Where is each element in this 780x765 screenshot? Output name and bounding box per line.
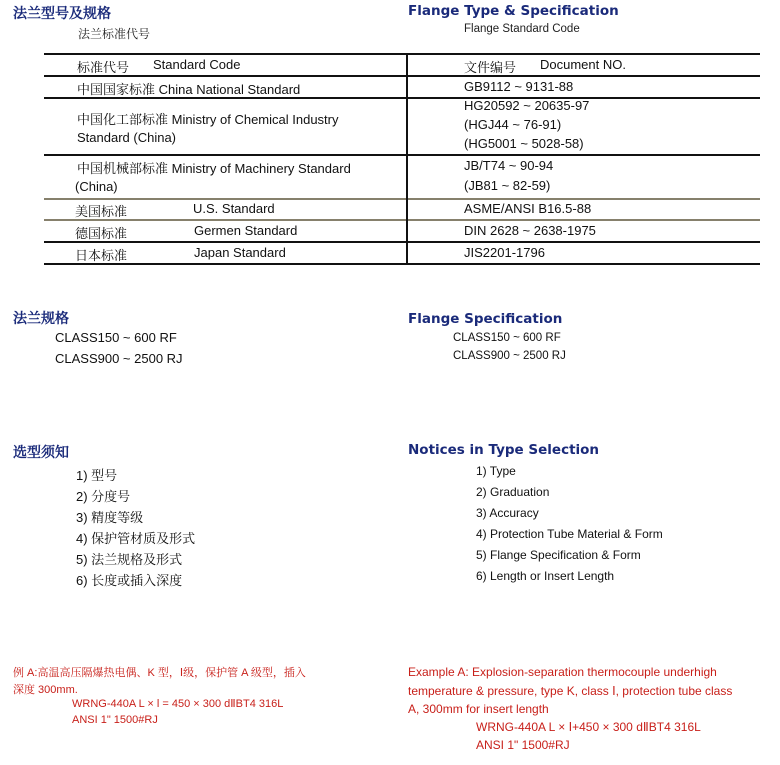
header-doc-cn: 文件编号 <box>464 60 517 75</box>
title-cn: 法兰型号及规格 <box>13 6 111 22</box>
document-number: (JB81 ~ 82-59) <box>464 178 551 193</box>
notice-item-cn: 6) 长度或插入深度 <box>76 573 183 588</box>
table-divider <box>44 75 760 77</box>
document-number: JIS2201-1796 <box>464 245 545 260</box>
document-number: ASME/ANSI B16.5-88 <box>464 201 592 216</box>
flange-spec-title-cn: 法兰规格 <box>13 311 69 327</box>
document-number: (HG5001 ~ 5028-58) <box>464 136 584 151</box>
subtitle-en: Flange Standard Code <box>464 23 580 35</box>
standard-name: 中国国家标准 China National Standard <box>77 82 301 97</box>
notice-item-cn: 5) 法兰规格及形式 <box>76 552 183 567</box>
example-cn-code: ANSI 1" 1500#RJ <box>72 714 158 726</box>
document-number: DIN 2628 ~ 2638-1975 <box>464 223 596 238</box>
document-number: (HGJ44 ~ 76-91) <box>464 117 562 132</box>
flange-spec-item: CLASS150 ~ 600 RF <box>453 332 561 344</box>
table-divider <box>44 198 760 200</box>
notice-item-cn: 1) 型号 <box>76 468 118 483</box>
subtitle-cn: 法兰标准代号 <box>78 27 151 41</box>
notice-item-en: 2) Graduation <box>476 485 550 499</box>
title-en: Flange Type & Specification <box>408 3 619 19</box>
example-en-code: WRNG-440A L × Ⅰ+450 × 300 dⅡBT4 316L <box>476 720 701 734</box>
standard-name-en: Japan Standard <box>194 245 286 260</box>
table-border-bottom <box>44 263 760 265</box>
standard-name-cn: 美国标准 <box>75 204 128 219</box>
notice-item-en: 4) Protection Tube Material & Form <box>476 527 663 541</box>
header-code-en: Standard Code <box>153 57 241 72</box>
standard-name-cn: 日本标准 <box>75 248 128 263</box>
example-en-line: temperature & pressure, type K, class Ⅰ, protection tube class <box>408 684 733 698</box>
standard-name-en: U.S. Standard <box>193 201 275 216</box>
table-border-top <box>44 53 760 55</box>
flange-spec-item: CLASS150 ~ 600 RF <box>55 330 177 345</box>
example-cn-line: 例 A:高温高压隔爆热电偶、K 型，Ⅰ级，保护管 A 级型，插入 <box>13 667 306 679</box>
standard-name-cont: Standard (China) <box>77 130 176 145</box>
table-divider <box>44 154 760 156</box>
document-number: JB/T74 ~ 90-94 <box>464 158 554 173</box>
header-doc-en: Document NO. <box>540 57 626 72</box>
standard-name: 中国化工部标准 Ministry of Chemical Industry <box>77 112 339 127</box>
flange-spec-item: CLASS900 ~ 2500 RJ <box>55 351 183 366</box>
notice-item-en: 6) Length or Insert Length <box>476 569 615 583</box>
example-en-code: ANSI 1" 1500#RJ <box>476 738 570 752</box>
notices-title-cn: 选型须知 <box>13 445 69 461</box>
notice-item-en: 5) Flange Specification & Form <box>476 548 641 562</box>
standard-name: 中国机械部标准 Ministry of Machinery Standard <box>77 161 351 176</box>
document-number: HG20592 ~ 20635-97 <box>464 98 590 113</box>
table-divider <box>44 219 760 221</box>
document-number: GB9112 ~ 9131-88 <box>464 79 574 94</box>
standard-name-cont: (China) <box>75 179 118 194</box>
example-cn-code: WRNG-440A L × l = 450 × 300 dⅡBT4 316L <box>72 698 284 710</box>
table-column-divider <box>406 53 408 264</box>
notice-item-cn: 4) 保护管材质及形式 <box>76 531 196 546</box>
example-en-line: Example A: Explosion-separation thermocouple underhigh <box>408 665 717 679</box>
flange-spec-title-en: Flange Specification <box>408 311 563 327</box>
notice-item-cn: 2) 分度号 <box>76 489 131 504</box>
notices-title-en: Notices in Type Selection <box>408 442 600 458</box>
notice-item-en: 1) Type <box>476 464 516 478</box>
header-code-cn: 标准代号 <box>77 60 130 75</box>
example-cn-line: 深度 300mm. <box>13 684 78 696</box>
notice-item-en: 3) Accuracy <box>476 506 539 520</box>
table-divider <box>44 241 760 243</box>
standard-name-en: Germen Standard <box>194 223 298 238</box>
standard-name-cn: 德国标准 <box>75 226 128 241</box>
example-en-line: A, 300mm for insert length <box>408 702 549 716</box>
flange-spec-item: CLASS900 ~ 2500 RJ <box>453 350 566 362</box>
notice-item-cn: 3) 精度等级 <box>76 510 144 525</box>
